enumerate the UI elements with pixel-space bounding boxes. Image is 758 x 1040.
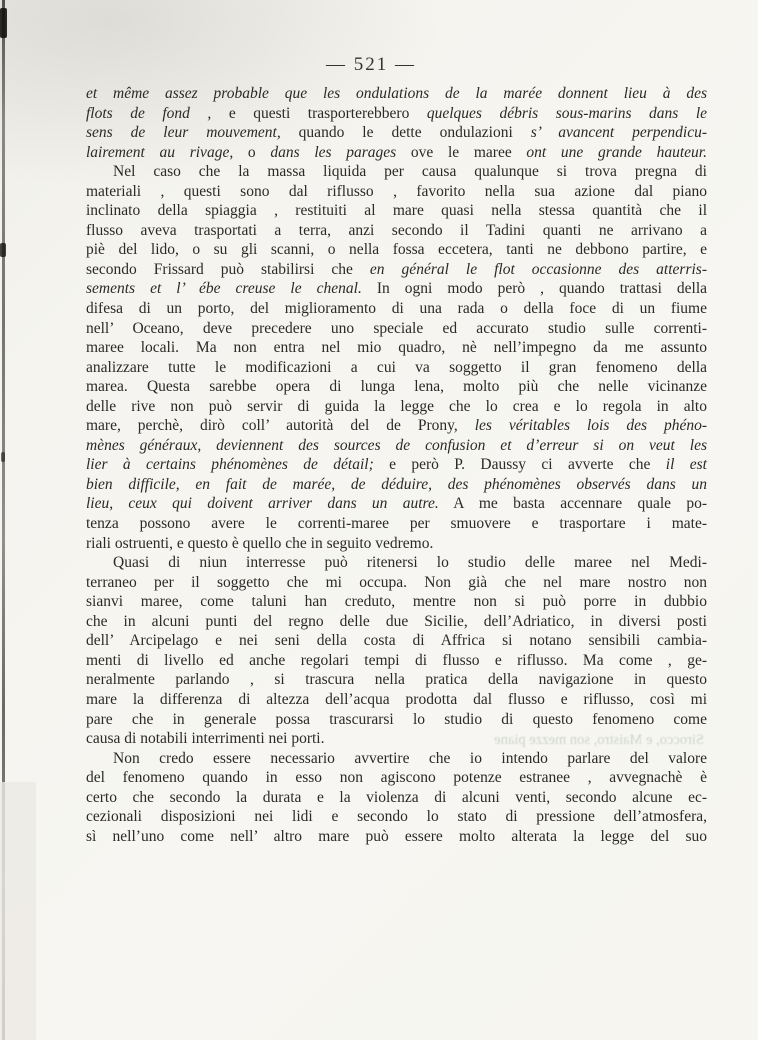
text-line: analizzare tutte le modificazioni a cui va soggetto il gran fenomeno della bbox=[86, 358, 707, 376]
bleed-through-text: Sirocco, e Maistro, son mezze piane bbox=[494, 732, 704, 748]
text-block bbox=[86, 84, 707, 846]
text-line: neralmente parlando , si trascura nella pratica della navigazione in questo bbox=[86, 671, 707, 689]
text-line: nell’ Oceano, deve precedere uno speciale ed accurato studio sulle correnti- bbox=[86, 319, 707, 337]
text-line: et même assez probable que les ondulations de la marée donnent lieu à des bbox=[86, 85, 707, 102]
page-number: — 521 — bbox=[326, 54, 416, 75]
text-line: mare, perchè, dirò coll’ autorità del de Prony, les véritables lois des phéno- bbox=[86, 417, 707, 435]
text-line: bien difficile, en fait de marée, de déduire, des phénomènes observés dans un bbox=[86, 475, 707, 493]
text-line: Nel caso che la massa liquida per causa qualunque si trova pregna di bbox=[113, 163, 707, 181]
text-line: sements et l’ ébe creuse le chenal. In ogni modo però , quando trattasi della bbox=[86, 280, 708, 298]
paragraph bbox=[86, 749, 707, 847]
text-line: pare che in generale possa trascurarsi lo studio di questo fenomeno come bbox=[86, 710, 707, 728]
text-line: menti di livello ed anche regolari tempi di flusso e riflusso. Ma come , ge- bbox=[86, 651, 707, 669]
text-line: terraneo per il soggetto che mi occupa. Non già che nel mare nostro non bbox=[86, 573, 707, 591]
text-line: marea. Questa sarebbe opera di lunga lena, molto più che nelle vicinanze bbox=[86, 378, 707, 396]
text-line: secondo Frissard può stabilirsi che en général le flot occasionne des atterris- bbox=[86, 260, 707, 278]
text-line: riali ostruenti, e questo è quello che in seguito vedremo. bbox=[86, 534, 434, 552]
text-line: mènes généraux, deviennent des sources de confusion et d’erreur si on veut les bbox=[86, 436, 707, 454]
text-line: difesa di un porto, del miglioramento di una rada o della foce di un fiume bbox=[86, 300, 707, 318]
text-line: sì nell’uno come nell’ altro mare può essere molto alterata la legge del suo bbox=[86, 827, 707, 845]
text-line: lier à certains phénomènes de détail; e però P. Daussy ci avverte che il est bbox=[86, 456, 707, 474]
text-line: flots de fond , e questi trasporterebbero quelques débris sous-marins dans le bbox=[86, 104, 708, 122]
text-line: materiali , questi sono dal riflusso , favorito nella sua azione dal piano bbox=[86, 182, 707, 200]
text-line: sianvi maree, come taluni han creduto, mentre non si può porre in dubbio bbox=[86, 593, 707, 611]
text-line: del fenomeno quando in esso non agiscono potenze estranee , avvegnachè è bbox=[86, 769, 707, 787]
text-line: Non credo essere necessario avvertire che io intendo parlare del valore bbox=[113, 749, 707, 767]
text-line: tenza possono avere le correnti-maree per smuovere e trasportare i mate- bbox=[86, 515, 707, 533]
text-line: dell’ Arcipelago e nei seni della costa di Affrica si notano sensibili cambia- bbox=[86, 632, 707, 650]
text-line: piè del lido, o su gli scanni, o nella fossa eccetera, tanti ne debbono partire, e bbox=[86, 241, 707, 259]
scan-edge-mark bbox=[0, 243, 6, 257]
text-line: Quasi di niun interresse può ritenersi lo studio delle maree nel Medi- bbox=[113, 554, 707, 572]
text-line: inclinato della spiaggia , restituiti al mare quasi nella stessa quantità che il bbox=[86, 202, 707, 220]
text-line: causa di notabili interrimenti nei porti. bbox=[86, 730, 325, 748]
text-line: sens de leur mouvement, quando le dette ondulazioni s’ avancent perpendicu- bbox=[86, 124, 708, 142]
paragraph bbox=[86, 162, 707, 553]
text-line: delle rive non può servir di guida la legge che lo crea e lo regola in alto bbox=[86, 397, 707, 415]
text-line: lairement au rivage, o dans les parages ove le maree ont une grande hauteur. bbox=[86, 143, 707, 161]
paragraph bbox=[86, 84, 707, 162]
text-line: lieu, ceux qui doivent arriver dans un autre. A me basta accennare quale po- bbox=[86, 495, 707, 513]
text-line: maree locali. Ma non entra nel mio quadro, nè nell’impegno da me assunto bbox=[86, 339, 707, 357]
paragraph bbox=[86, 553, 707, 748]
scan-shading-band bbox=[0, 782, 36, 1040]
text-line: flusso aveva trasportati a terra, anzi secondo il Tadini quanti ne arrivano a bbox=[86, 221, 707, 239]
text-line: cezionali disposizioni nei lidi e secondo lo stato di pressione dell’atmosfera, bbox=[86, 808, 707, 826]
text-line: certo che secondo la durata e la violenza di alcuni venti, secondo alcune ec- bbox=[86, 788, 707, 806]
scan-edge-mark bbox=[1, 452, 5, 462]
text-line: che in alcuni punti del regno delle due Sicilie, dell’Adriatico, in diversi posti bbox=[86, 612, 707, 630]
scan-edge-mark bbox=[0, 8, 7, 38]
text-line: mare la differenza di altezza dell’acqua prodotta dal flusso e riflusso, così mi bbox=[86, 690, 707, 708]
